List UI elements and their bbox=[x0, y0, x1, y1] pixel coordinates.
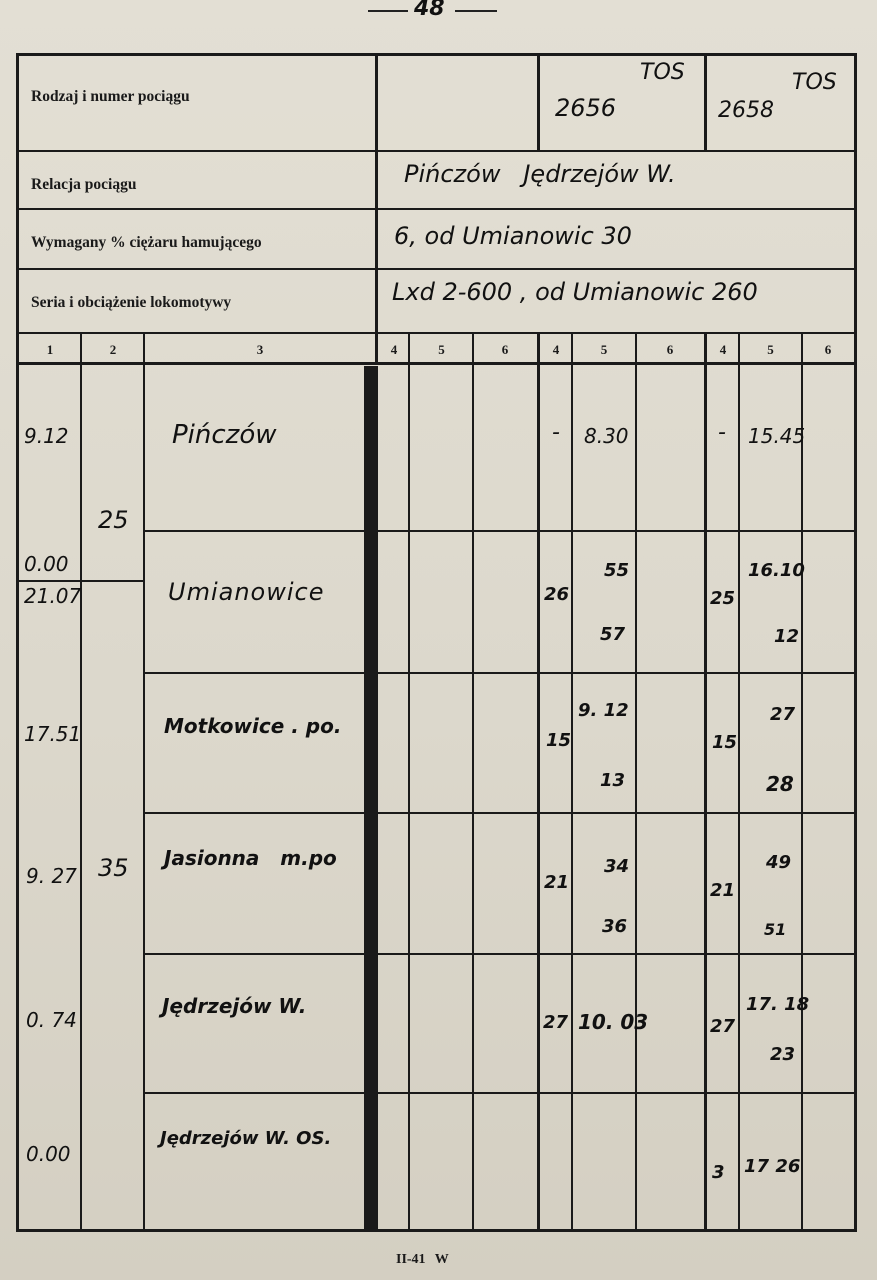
train-divider-2 bbox=[704, 53, 707, 150]
t2-time-a-3: 49 bbox=[766, 852, 792, 873]
t1-mark-3: 21 bbox=[544, 872, 570, 893]
train-1-number: 2656 bbox=[555, 94, 617, 122]
brake-label: Wymagany % ciężaru hamującego bbox=[31, 234, 262, 251]
t1-time-a-2: 9. 12 bbox=[578, 700, 629, 721]
train-2-type: TOS bbox=[792, 70, 837, 95]
t2-time-b-4: 23 bbox=[770, 1044, 796, 1065]
col-num-4c: 4 bbox=[719, 342, 727, 357]
col-num-5c: 5 bbox=[767, 342, 774, 357]
col-line-1 bbox=[80, 334, 82, 1230]
t2-mark-0: - bbox=[718, 420, 726, 445]
t2-time-a-2: 27 bbox=[770, 704, 796, 725]
t1-time-b-2: 13 bbox=[600, 770, 626, 791]
col-line-3 bbox=[375, 334, 378, 363]
header-row-line-2 bbox=[16, 208, 857, 210]
t2-time-a-5: 17 26 bbox=[744, 1156, 801, 1177]
station-name-4: Jędrzejów W. bbox=[162, 994, 307, 1018]
km-0: 9.12 bbox=[24, 424, 69, 448]
t2-mark-2: 15 bbox=[712, 732, 738, 753]
t2-time-b-1: 12 bbox=[774, 626, 800, 647]
row-line-4 bbox=[143, 953, 857, 955]
header-row-line-3 bbox=[16, 268, 857, 270]
t2-mark-4: 27 bbox=[710, 1016, 736, 1037]
t1-time-b-3: 36 bbox=[602, 916, 628, 937]
t2-mark-5: 3 bbox=[712, 1162, 725, 1183]
km-0-bottom: 0.00 bbox=[24, 552, 69, 576]
col-num-3: 3 bbox=[256, 342, 264, 357]
t2-time-a-4: 17. 18 bbox=[746, 994, 810, 1015]
frame-right bbox=[854, 53, 857, 1232]
station-name-1: Umianowice bbox=[168, 578, 325, 606]
brake-value: 6, od Umianowic 30 bbox=[394, 222, 632, 250]
train-2-number: 2658 bbox=[718, 98, 774, 123]
relation-label: Relacja pociągu bbox=[31, 176, 137, 193]
col-num-1: 1 bbox=[46, 342, 54, 357]
col-line-t2-c bbox=[704, 334, 707, 1230]
t2-time-a-1: 16.10 bbox=[748, 560, 805, 581]
row-line-3 bbox=[143, 812, 857, 814]
row-line-1 bbox=[143, 530, 857, 532]
col-num-5b: 5 bbox=[600, 342, 608, 357]
col-line-t1-c bbox=[537, 334, 540, 1230]
frame-top bbox=[16, 53, 857, 56]
t1-time-b-1: 57 bbox=[600, 624, 626, 645]
t2-time-b-3: 51 bbox=[764, 920, 787, 939]
t2-mark-3: 21 bbox=[710, 880, 736, 901]
train-divider-1 bbox=[537, 53, 540, 150]
km-1: 21.07 bbox=[24, 584, 82, 608]
km-4: 0. 74 bbox=[26, 1008, 77, 1032]
col-line-2 bbox=[143, 334, 145, 1230]
col-num-4a: 4 bbox=[390, 342, 398, 357]
t2-time-a-0: 15.45 bbox=[748, 424, 806, 448]
station-name-0: Pińczów bbox=[172, 420, 277, 450]
col-num-5a: 5 bbox=[438, 342, 445, 357]
t1-mark-2: 15 bbox=[546, 730, 572, 751]
relation-value: Pińczów Jędrzejów W. bbox=[404, 160, 676, 188]
col-line-t1-a bbox=[408, 334, 410, 1230]
col-line-t2-a bbox=[571, 334, 573, 1230]
frame-left bbox=[16, 53, 19, 1232]
t1-time-a-0: 8.30 bbox=[584, 424, 629, 448]
t2-mark-1: 25 bbox=[710, 588, 736, 609]
col-num-6c: 6 bbox=[824, 342, 832, 357]
t1-mark-4: 27 bbox=[543, 1012, 569, 1033]
page-number-rule-left bbox=[368, 10, 408, 12]
t1-time-a-1: 55 bbox=[604, 560, 630, 581]
thick-separator bbox=[364, 366, 378, 1230]
col-num-6b: 6 bbox=[666, 342, 674, 357]
loco-value: Lxd 2-600 , od Umianowic 260 bbox=[392, 278, 758, 306]
row-line-2 bbox=[143, 672, 857, 674]
footer-code: II-41 W bbox=[396, 1252, 449, 1267]
km-5: 0.00 bbox=[26, 1142, 71, 1166]
segment-distance-2: 35 bbox=[98, 854, 129, 882]
row-line-5 bbox=[143, 1092, 857, 1094]
page-number-rule-right bbox=[455, 10, 497, 12]
col-line-t1-b bbox=[472, 334, 474, 1230]
page-number: 48 bbox=[414, 0, 445, 21]
station-name-2: Motkowice . po. bbox=[164, 714, 342, 738]
train-label: Rodzaj i numer pociągu bbox=[31, 88, 190, 105]
col-line-t3-a bbox=[738, 334, 740, 1230]
km-segment-line bbox=[16, 580, 145, 582]
station-name-5: Jędrzejów W. OS. bbox=[160, 1128, 332, 1149]
km-3: 9. 27 bbox=[26, 864, 77, 888]
t2-time-b-2: 28 bbox=[766, 772, 794, 796]
km-2: 17.51 bbox=[24, 722, 82, 746]
segment-distance-1: 25 bbox=[98, 506, 129, 534]
t1-mark-1: 26 bbox=[544, 584, 570, 605]
t1-time-a-3: 34 bbox=[604, 856, 630, 877]
station-name-3: Jasionna m.po bbox=[164, 846, 337, 870]
header-row-line-1 bbox=[16, 150, 857, 152]
t1-mark-0: - bbox=[552, 420, 560, 445]
train-1-type: TOS bbox=[640, 60, 685, 85]
col-num-2: 2 bbox=[109, 342, 117, 357]
loco-label: Seria i obciążenie lokomotywy bbox=[31, 294, 232, 311]
col-line-t2-b bbox=[635, 334, 637, 1230]
t1-time-a-4: 10. 03 bbox=[578, 1010, 649, 1034]
col-num-6a: 6 bbox=[501, 342, 509, 357]
col-num-4b: 4 bbox=[552, 342, 560, 357]
col-line-t3-b bbox=[801, 334, 803, 1230]
